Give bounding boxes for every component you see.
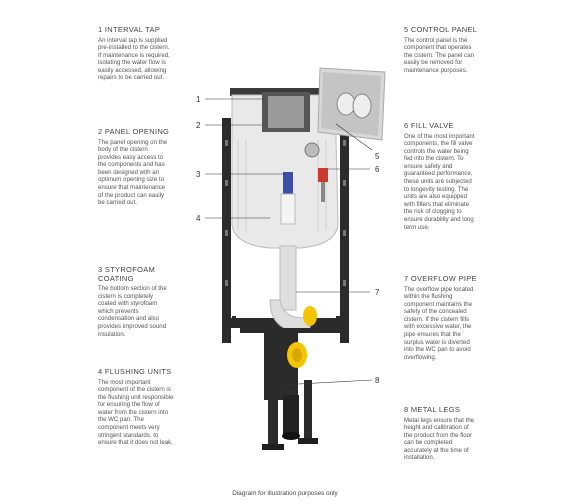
support-bar-right bbox=[336, 316, 340, 328]
callout-6: 6 bbox=[375, 165, 380, 174]
item-text: The bottom section of the cistern is completely coated with styrofoam which prevents condensation and also provides improved sound insulation. bbox=[98, 285, 167, 338]
item-text: The most important component of the cistern is the flushing unit responsible for ensuring the flow of water from the cistern into the WC pan. The component meets very stringent standards, to ensure that it does not leak. bbox=[98, 378, 174, 447]
item-title: 5 CONTROL PANEL bbox=[404, 25, 478, 34]
item-text: One of the most important components, the fill valve controls the water being fed into the cistern. To ensure safety and guaranteed performance, these units are subjected to longevity testing. The units are also equipped with filters that eliminate the risk of clogging to ensure durability and long term use. bbox=[404, 132, 475, 231]
callout-4: 4 bbox=[196, 214, 201, 223]
callout-2: 2 bbox=[196, 121, 201, 130]
pan-outlet-pipe bbox=[283, 395, 299, 435]
item-text: The control panel is the component that operates the cistern. The panel can easily be removed for maintenance purposes. bbox=[404, 36, 475, 74]
illustration-caption: Diagram for illustration purposes only bbox=[232, 490, 338, 497]
pan-outlet-mouth bbox=[282, 432, 300, 440]
leg-foot-left bbox=[262, 444, 284, 450]
flushing-unit-body bbox=[281, 194, 295, 224]
metal-leg-right bbox=[304, 380, 312, 442]
item-title: 1 INTERVAL TAP bbox=[98, 25, 161, 34]
callout-5: 5 bbox=[375, 152, 380, 161]
metal-leg-left bbox=[268, 398, 278, 448]
leg-foot-right bbox=[298, 438, 318, 444]
item-text: The overflow pipe located within the flushing component maintains the safety of the concealed cistern. If the cistern fills with excessive water, the pipe ensures that the surplus water is diverted into the WC pan to avoid overflowing. bbox=[404, 285, 474, 361]
callout-3: 3 bbox=[196, 170, 201, 179]
item-text: An interval tap is supplied pre-installed to the cistern. If maintenance is required, isolating the water flow is easily accessed, allowing repairs to be carried out. bbox=[98, 36, 170, 82]
fill-valve-stem bbox=[321, 182, 325, 202]
item-title: 2 PANEL OPENING bbox=[98, 127, 170, 136]
outlet-cap-inner bbox=[292, 348, 302, 362]
item-title: 6 FILL VALVE bbox=[404, 121, 454, 130]
item-title: 3 STYROFOAM COATING bbox=[98, 265, 156, 283]
overflow-pipe bbox=[280, 246, 296, 310]
item-title: 7 OVERFLOW PIPE bbox=[404, 274, 477, 283]
lower-crossbar bbox=[240, 328, 348, 333]
callout-1: 1 bbox=[196, 95, 201, 104]
item-text: The panel opening on the body of the cistern provides easy access to the components and has been designed with an optimum opening size to ensure that maintenance of the product can easily be carried out. bbox=[98, 138, 168, 207]
item-title: 8 METAL LEGS bbox=[404, 405, 461, 414]
flush-button-small bbox=[337, 93, 355, 115]
outlet-cap-upper bbox=[303, 306, 317, 326]
callout-7: 7 bbox=[375, 288, 380, 297]
flushing-unit bbox=[283, 172, 293, 194]
flush-button-large bbox=[353, 94, 371, 118]
callout-8: 8 bbox=[375, 376, 380, 385]
panel-opening-inner bbox=[268, 96, 304, 128]
support-bar-left bbox=[232, 316, 236, 328]
interval-tap bbox=[305, 143, 319, 157]
item-text: Metal legs ensure that the height and calibration of the product from the floor can be completed accurately at the time of installation. bbox=[404, 416, 475, 462]
fill-valve bbox=[318, 168, 328, 182]
item-title: 4 FLUSHING UNITS bbox=[98, 367, 172, 376]
